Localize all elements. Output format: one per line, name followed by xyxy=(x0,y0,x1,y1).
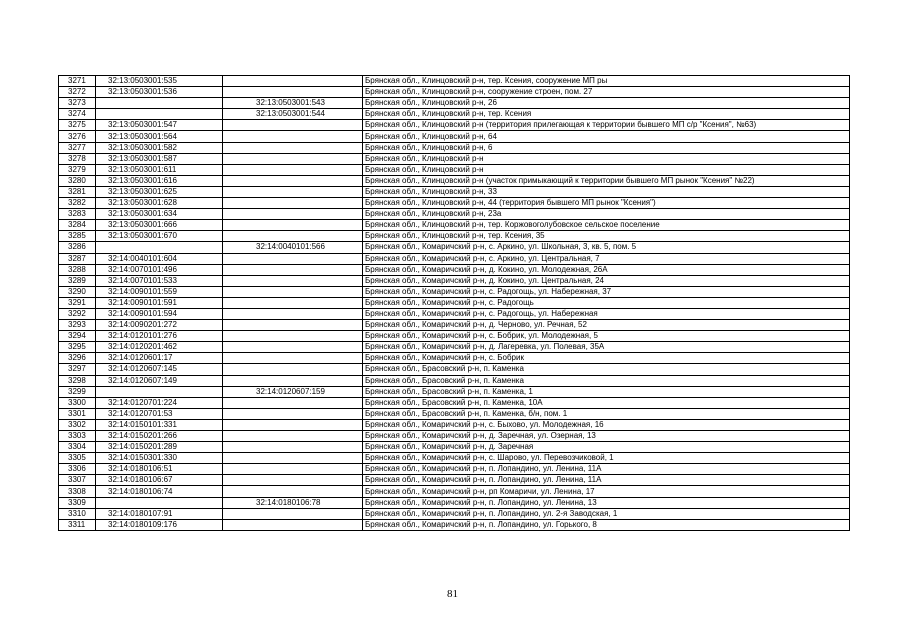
row-number-cell: 3311 xyxy=(59,519,96,530)
cadastral-number-cell: 32:13:0503001:634 xyxy=(96,209,223,220)
address-cell: Брянская обл., Комаричский р-н, с. Бобрик xyxy=(363,353,850,364)
cadastral-number-alt-cell xyxy=(223,519,363,530)
address-cell: Брянская обл., Клинцовский р-н, 44 (территория бывшего МП рынок "Ксения") xyxy=(363,198,850,209)
cadastral-number-alt-cell xyxy=(223,475,363,486)
address-cell: Брянская обл., Комаричский р-н, д. Заречная, ул. Озерная, 13 xyxy=(363,431,850,442)
cadastral-number-cell: 32:13:0503001:582 xyxy=(96,142,223,153)
cadastral-number-cell: 32:14:0180109:176 xyxy=(96,519,223,530)
cadastral-number-cell: 32:13:0503001:611 xyxy=(96,164,223,175)
cadastral-number-cell: 32:14:0120701:224 xyxy=(96,397,223,408)
table-row xyxy=(59,164,850,175)
cadastral-number-alt-cell xyxy=(223,131,363,142)
table-row xyxy=(59,419,850,430)
cadastral-number-cell: 32:14:0150201:266 xyxy=(96,431,223,442)
table-row xyxy=(59,519,850,530)
cadastral-number-cell: 32:13:0503001:536 xyxy=(96,87,223,98)
cadastral-number-alt-cell xyxy=(223,353,363,364)
row-number-cell: 3304 xyxy=(59,442,96,453)
cadastral-number-alt-cell xyxy=(223,397,363,408)
cadastral-number-alt-cell xyxy=(223,364,363,375)
cadastral-number-alt-cell: 32:14:0040101:566 xyxy=(223,242,363,253)
row-number-cell: 3309 xyxy=(59,497,96,508)
cadastral-number-alt-cell xyxy=(223,431,363,442)
address-cell: Брянская обл., Брасовский р-н, п. Каменка, 1 xyxy=(363,386,850,397)
address-cell: Брянская обл., Клинцовский р-н, 64 xyxy=(363,131,850,142)
cadastral-number-alt-cell xyxy=(223,342,363,353)
page-number: 81 xyxy=(447,588,458,600)
table-row xyxy=(59,408,850,419)
cadastral-number-cell: 32:14:0120101:276 xyxy=(96,331,223,342)
cadastral-number-alt-cell xyxy=(223,153,363,164)
table-row xyxy=(59,242,850,253)
row-number-cell: 3276 xyxy=(59,131,96,142)
table-row xyxy=(59,153,850,164)
row-number-cell: 3294 xyxy=(59,331,96,342)
row-number-cell: 3287 xyxy=(59,253,96,264)
row-number-cell: 3295 xyxy=(59,342,96,353)
row-number-cell: 3307 xyxy=(59,475,96,486)
table-row xyxy=(59,453,850,464)
cadastral-number-cell: 32:14:0090201:272 xyxy=(96,320,223,331)
table-row xyxy=(59,342,850,353)
table-row xyxy=(59,98,850,109)
row-number-cell: 3278 xyxy=(59,153,96,164)
cadastral-number-alt-cell xyxy=(223,264,363,275)
table-row xyxy=(59,464,850,475)
table-row xyxy=(59,131,850,142)
row-number-cell: 3303 xyxy=(59,431,96,442)
address-cell: Брянская обл., Клинцовский р-н, тер. Коржовоголубовское сельское поселение xyxy=(363,220,850,231)
cadastral-number-cell: 32:13:0503001:547 xyxy=(96,120,223,131)
cadastral-number-cell xyxy=(96,109,223,120)
address-cell: Брянская обл., Клинцовский р-н (территория прилегающая к территории бывшего МП с/р "Ксения", №63) xyxy=(363,120,850,131)
address-cell: Брянская обл., Комаричский р-н, п. Лопандино, ул. Ленина, 13 xyxy=(363,497,850,508)
address-cell: Брянская обл., Клинцовский р-н, тер. Ксения xyxy=(363,109,850,120)
address-cell: Брянская обл., Комаричский р-н, п. Лопандино, ул. Ленина, 11А xyxy=(363,475,850,486)
table-row xyxy=(59,475,850,486)
address-cell: Брянская обл., Комаричский р-н, п. Лопандино, ул. Горького, 8 xyxy=(363,519,850,530)
address-cell: Брянская обл., Клинцовский р-н xyxy=(363,153,850,164)
address-cell: Брянская обл., Комаричский р-н, п. Лопандино, ул. 2-я Заводская, 1 xyxy=(363,508,850,519)
cadastral-number-cell: 32:13:0503001:666 xyxy=(96,220,223,231)
address-cell: Брянская обл., Комаричский р-н, д. Кокино, ул. Центральная, 24 xyxy=(363,275,850,286)
table-row xyxy=(59,175,850,186)
cadastral-number-cell: 32:13:0503001:625 xyxy=(96,186,223,197)
address-cell: Брянская обл., Комаричский р-н, с. Аркино, ул. Школьная, 3, кв. 5, пом. 5 xyxy=(363,242,850,253)
address-cell: Брянская обл., Комаричский р-н, с. Шарово, ул. Перевозчиковой, 1 xyxy=(363,453,850,464)
row-number-cell: 3296 xyxy=(59,353,96,364)
row-number-cell: 3291 xyxy=(59,297,96,308)
cadastral-number-alt-cell xyxy=(223,76,363,87)
table-row xyxy=(59,209,850,220)
cadastral-number-cell: 32:14:0090101:594 xyxy=(96,308,223,319)
cadastral-number-alt-cell xyxy=(223,164,363,175)
table-row xyxy=(59,364,850,375)
address-cell: Брянская обл., Комаричский р-н, с. Радогощь, ул. Набережная xyxy=(363,308,850,319)
row-number-cell: 3302 xyxy=(59,419,96,430)
table-row xyxy=(59,87,850,98)
row-number-cell: 3281 xyxy=(59,186,96,197)
row-number-cell: 3297 xyxy=(59,364,96,375)
table-row xyxy=(59,253,850,264)
address-cell: Брянская обл., Брасовский р-н, п. Каменка, б/н, пом. 1 xyxy=(363,408,850,419)
cadastral-number-cell: 32:14:0150301:330 xyxy=(96,453,223,464)
cadastral-number-cell xyxy=(96,386,223,397)
cadastral-number-alt-cell xyxy=(223,231,363,242)
cadastral-number-alt-cell xyxy=(223,442,363,453)
cadastral-number-alt-cell xyxy=(223,286,363,297)
table-row xyxy=(59,275,850,286)
cadastral-number-alt-cell: 32:13:0503001:543 xyxy=(223,98,363,109)
row-number-cell: 3308 xyxy=(59,486,96,497)
cadastral-number-cell: 32:13:0503001:587 xyxy=(96,153,223,164)
address-cell: Брянская обл., Комаричский р-н, рп Комаричи, ул. Ленина, 17 xyxy=(363,486,850,497)
table-row xyxy=(59,120,850,131)
row-number-cell: 3290 xyxy=(59,286,96,297)
cadastral-number-cell: 32:14:0120701:53 xyxy=(96,408,223,419)
cadastral-number-cell: 32:14:0090101:591 xyxy=(96,297,223,308)
row-number-cell: 3271 xyxy=(59,76,96,87)
cadastral-number-alt-cell xyxy=(223,120,363,131)
address-cell: Брянская обл., Брасовский р-н, п. Каменка, 10А xyxy=(363,397,850,408)
cadastral-number-cell: 32:14:0180107:91 xyxy=(96,508,223,519)
cadastral-number-alt-cell xyxy=(223,142,363,153)
row-number-cell: 3289 xyxy=(59,275,96,286)
table-row xyxy=(59,76,850,87)
cadastral-number-cell: 32:13:0503001:628 xyxy=(96,198,223,209)
cadastral-number-cell: 32:14:0040101:604 xyxy=(96,253,223,264)
table-row xyxy=(59,220,850,231)
cadastral-number-alt-cell xyxy=(223,408,363,419)
row-number-cell: 3299 xyxy=(59,386,96,397)
cadastral-number-cell: 32:13:0503001:564 xyxy=(96,131,223,142)
address-cell: Брянская обл., Клинцовский р-н, 33 xyxy=(363,186,850,197)
cadastral-number-cell: 32:14:0090101:559 xyxy=(96,286,223,297)
address-cell: Брянская обл., Клинцовский р-н, 26 xyxy=(363,98,850,109)
table-row xyxy=(59,286,850,297)
cadastral-number-alt-cell xyxy=(223,220,363,231)
table-row xyxy=(59,508,850,519)
cadastral-number-cell: 32:13:0503001:670 xyxy=(96,231,223,242)
address-cell: Брянская обл., Клинцовский р-н (участок примыкающий к территории бывшего МП рынок "Ксения" №22) xyxy=(363,175,850,186)
table-row xyxy=(59,331,850,342)
address-cell: Брянская обл., Комаричский р-н, с. Быхово, ул. Молодежная, 16 xyxy=(363,419,850,430)
cadastral-number-alt-cell xyxy=(223,508,363,519)
row-number-cell: 3275 xyxy=(59,120,96,131)
table-row xyxy=(59,497,850,508)
address-cell: Брянская обл., Клинцовский р-н, тер. Ксения, сооружение МП ры xyxy=(363,76,850,87)
cadastral-number-cell: 32:14:0070101:496 xyxy=(96,264,223,275)
table-row xyxy=(59,198,850,209)
row-number-cell: 3306 xyxy=(59,464,96,475)
table-row xyxy=(59,486,850,497)
table-row xyxy=(59,231,850,242)
row-number-cell: 3274 xyxy=(59,109,96,120)
cadastral-number-alt-cell xyxy=(223,297,363,308)
cadastral-number-alt-cell xyxy=(223,253,363,264)
registry-table-body xyxy=(59,76,850,531)
cadastral-number-cell: 32:14:0120201:462 xyxy=(96,342,223,353)
cadastral-number-alt-cell xyxy=(223,198,363,209)
address-cell: Брянская обл., Брасовский р-н, п. Каменка xyxy=(363,375,850,386)
cadastral-number-cell: 32:14:0180106:67 xyxy=(96,475,223,486)
row-number-cell: 3298 xyxy=(59,375,96,386)
row-number-cell: 3301 xyxy=(59,408,96,419)
row-number-cell: 3286 xyxy=(59,242,96,253)
cadastral-number-cell: 32:14:0150101:331 xyxy=(96,419,223,430)
cadastral-number-cell: 32:14:0180106:51 xyxy=(96,464,223,475)
row-number-cell: 3283 xyxy=(59,209,96,220)
cadastral-number-cell: 32:14:0120607:149 xyxy=(96,375,223,386)
row-number-cell: 3310 xyxy=(59,508,96,519)
address-cell: Брянская обл., Клинцовский р-н, 23а xyxy=(363,209,850,220)
row-number-cell: 3282 xyxy=(59,198,96,209)
address-cell: Брянская обл., Комаричский р-н, с. Радогощь, ул. Набережная, 37 xyxy=(363,286,850,297)
address-cell: Брянская обл., Комаричский р-н, с. Бобрик, ул. Молодежная, 5 xyxy=(363,331,850,342)
cadastral-number-cell xyxy=(96,98,223,109)
row-number-cell: 3284 xyxy=(59,220,96,231)
cadastral-number-cell xyxy=(96,242,223,253)
cadastral-number-alt-cell xyxy=(223,464,363,475)
address-cell: Брянская обл., Комаричский р-н, д. Заречная xyxy=(363,442,850,453)
cadastral-number-alt-cell: 32:14:0180106:78 xyxy=(223,497,363,508)
address-cell: Брянская обл., Клинцовский р-н, 6 xyxy=(363,142,850,153)
cadastral-number-cell: 32:14:0070101:533 xyxy=(96,275,223,286)
table-row xyxy=(59,320,850,331)
address-cell: Брянская обл., Комаричский р-н, д. Кокино, ул. Молодежная, 26А xyxy=(363,264,850,275)
row-number-cell: 3279 xyxy=(59,164,96,175)
cadastral-number-alt-cell xyxy=(223,453,363,464)
cadastral-number-alt-cell xyxy=(223,320,363,331)
address-cell: Брянская обл., Клинцовский р-н xyxy=(363,164,850,175)
table-row xyxy=(59,397,850,408)
cadastral-number-cell: 32:14:0150201:289 xyxy=(96,442,223,453)
table-row xyxy=(59,109,850,120)
cadastral-number-alt-cell xyxy=(223,331,363,342)
table-row xyxy=(59,375,850,386)
row-number-cell: 3300 xyxy=(59,397,96,408)
cadastral-number-alt-cell xyxy=(223,308,363,319)
address-cell: Брянская обл., Клинцовский р-н, тер. Ксения, 35 xyxy=(363,231,850,242)
cadastral-number-cell: 32:14:0180106:74 xyxy=(96,486,223,497)
address-cell: Брянская обл., Комаричский р-н, с. Радогощь xyxy=(363,297,850,308)
cadastral-number-alt-cell xyxy=(223,275,363,286)
row-number-cell: 3277 xyxy=(59,142,96,153)
cadastral-number-cell: 32:14:0120601:17 xyxy=(96,353,223,364)
cadastral-number-cell: 32:14:0120607:145 xyxy=(96,364,223,375)
row-number-cell: 3293 xyxy=(59,320,96,331)
table-row xyxy=(59,431,850,442)
row-number-cell: 3273 xyxy=(59,98,96,109)
cadastral-number-cell: 32:13:0503001:616 xyxy=(96,175,223,186)
cadastral-number-alt-cell: 32:13:0503001:544 xyxy=(223,109,363,120)
cadastral-number-cell: 32:13:0503001:535 xyxy=(96,76,223,87)
cadastral-number-alt-cell xyxy=(223,186,363,197)
address-cell: Брянская обл., Клинцовский р-н, сооружение строен, пом. 27 xyxy=(363,87,850,98)
table-row xyxy=(59,386,850,397)
cadastral-number-cell xyxy=(96,497,223,508)
address-cell: Брянская обл., Комаричский р-н, с. Аркино, ул. Центральная, 7 xyxy=(363,253,850,264)
address-cell: Брянская обл., Брасовский р-н, п. Каменка xyxy=(363,364,850,375)
address-cell: Брянская обл., Комаричский р-н, п. Лопандино, ул. Ленина, 11А xyxy=(363,464,850,475)
row-number-cell: 3288 xyxy=(59,264,96,275)
cadastral-number-alt-cell xyxy=(223,486,363,497)
row-number-cell: 3272 xyxy=(59,87,96,98)
table-row xyxy=(59,353,850,364)
table-row xyxy=(59,142,850,153)
cadastral-number-alt-cell xyxy=(223,175,363,186)
cadastral-number-alt-cell xyxy=(223,419,363,430)
table-row xyxy=(59,308,850,319)
cadastral-number-alt-cell xyxy=(223,209,363,220)
row-number-cell: 3305 xyxy=(59,453,96,464)
row-number-cell: 3285 xyxy=(59,231,96,242)
address-cell: Брянская обл., Комаричский р-н, д. Лагеревка, ул. Полевая, 35А xyxy=(363,342,850,353)
cadastral-number-alt-cell xyxy=(223,87,363,98)
table-row xyxy=(59,442,850,453)
row-number-cell: 3292 xyxy=(59,308,96,319)
table-row xyxy=(59,297,850,308)
table-row xyxy=(59,186,850,197)
row-number-cell: 3280 xyxy=(59,175,96,186)
address-cell: Брянская обл., Комаричский р-н, д. Черново, ул. Речная, 52 xyxy=(363,320,850,331)
registry-table xyxy=(58,75,850,531)
cadastral-number-alt-cell xyxy=(223,375,363,386)
cadastral-number-alt-cell: 32:14:0120607:159 xyxy=(223,386,363,397)
table-row xyxy=(59,264,850,275)
